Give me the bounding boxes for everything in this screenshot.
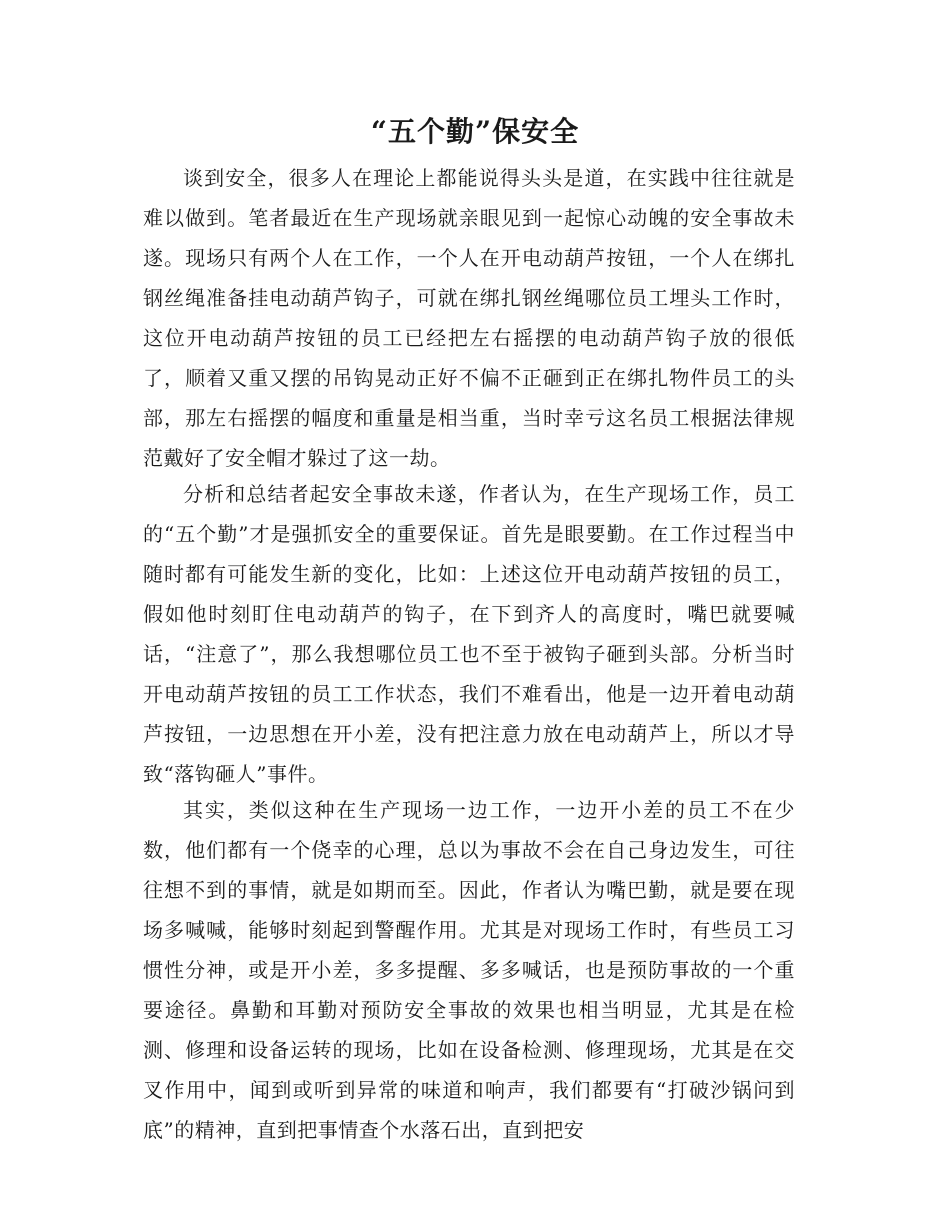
document-title: “五个勤”保安全 <box>370 115 580 148</box>
paragraph-2: 分析和总结者起安全事故未遂，作者认为，在生产现场工作，员工的“五个勤”才是强抓安全的重要保证。首先是眼要勤。在工作过程当中随时都有可能发生新的变化，比如：上述这位开电动葫芦按钮的员工，假如他时刻盯住电动葫芦的钩子，在下到齐人的高度时，嘴巴就要喊话，“注意了”，那么我想哪位员工也不至于被钩子砸到头部。分析当时开电动葫芦按钮的员工工作状态，我们不难看出，他是一边开着电动葫芦按钮，一边思想在开小差，没有把注意力放在电动葫芦上，所以才导致“落钩砸人”事件。 <box>143 482 795 786</box>
paragraph-1: 谈到安全，很多人在理论上都能说得头头是道，在实践中往往就是难以做到。笔者最近在生产现场就亲眼见到一起惊心动魄的安全事故未遂。现场只有两个人在工作，一个人在开电动葫芦按钮，一个人在绑扎钢丝绳准备挂电动葫芦钩子，可就在绑扎钢丝绳哪位员工埋头工作时，这位开电动葫芦按钮的员工已经把左右摇摆的电动葫芦钩子放的很低了，顺着又重又摆的吊钩晃动正好不偏不正砸到正在绑扎物件员工的头部，那左右摇摆的幅度和重量是相当重，当时幸亏这名员工根据法律规范戴好了安全帽才躲过了这一劫。 <box>143 166 795 470</box>
paragraph-3: 其实，类似这种在生产现场一边工作，一边开小差的员工不在少数，他们都有一个侥幸的心理，总以为事故不会在自己身边发生，可往往想不到的事情，就是如期而至。因此，作者认为嘴巴勤，就是要在现场多喊喊，能够时刻起到警醒作用。尤其是对现场工作时，有些员工习惯性分神，或是开小差，多多提醒、多多喊话，也是预防事故的一个重要途径。鼻勤和耳勤对预防安全事故的效果也相当明显，尤其是在检测、修理和设备运转的现场，比如在设备检测、修理现场，尤其是在交叉作用中，闻到或听到异常的味道和响声，我们都要有“打破沙锅问到底”的精神，直到把事情查个水落石出，直到把安 <box>143 798 795 1142</box>
